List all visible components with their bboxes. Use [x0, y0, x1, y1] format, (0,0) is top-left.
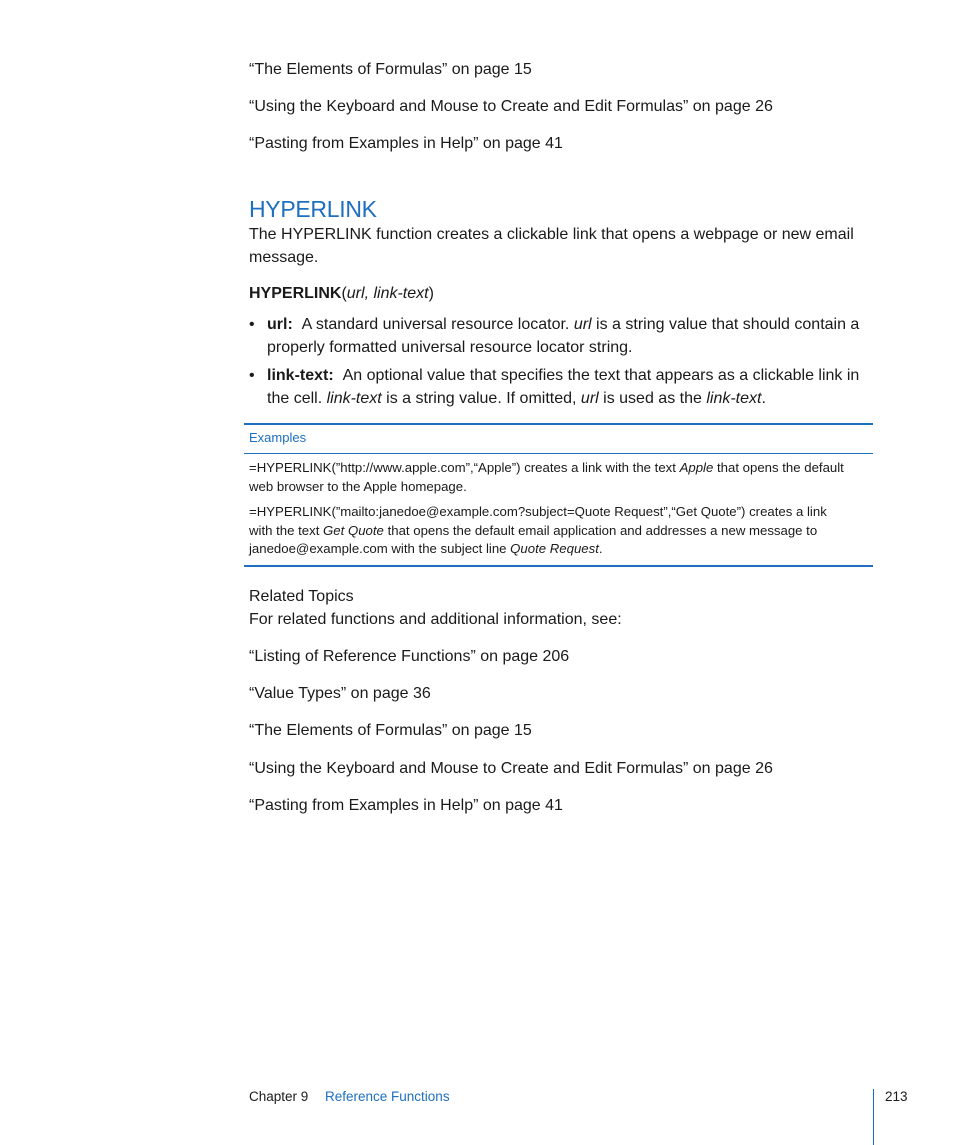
footer-section-title: Reference Functions: [325, 1089, 450, 1104]
page-number: 213: [885, 1089, 908, 1104]
cross-reference: “Using the Keyboard and Mouse to Create and Edit Formulas” on page 26: [249, 98, 773, 115]
example-text: that opens the default web browser to the Apple homepage.: [249, 460, 844, 494]
examples-box: [244, 423, 873, 567]
bullet-icon: •: [249, 367, 255, 384]
related-reference: “Value Types” on page 36: [249, 685, 431, 702]
example-emphasis: Quote Request: [510, 541, 599, 556]
argument-emphasis: url: [580, 390, 599, 407]
examples-heading: Examples: [249, 430, 307, 445]
examples-divider: [244, 453, 873, 454]
cross-reference: “Pasting from Examples in Help” on page 41: [249, 135, 563, 152]
argument-text: An optional value that specifies the text that appears as a clickable link in the cell.: [267, 367, 860, 407]
example-item: [249, 503, 849, 559]
argument-emphasis: link-text: [326, 390, 382, 407]
function-syntax: [249, 283, 434, 305]
example-emphasis: Get Quote: [323, 522, 384, 538]
argument-text: is a string value that should contain a properly formatted universal resource locator string.: [267, 316, 860, 356]
example-text: that opens the default email application and addresses a new message to janedoe@example.com with the subject line: [249, 522, 818, 556]
argument-emphasis: link-text: [706, 390, 762, 407]
syntax-arguments: url, link-text: [346, 285, 429, 302]
bullet-icon: •: [249, 316, 255, 333]
related-reference: “Pasting from Examples in Help” on page 41: [249, 797, 563, 814]
related-reference: “The Elements of Formulas” on page 15: [249, 722, 532, 739]
example-text: =HYPERLINK(”mailto:janedoe@example.com?subject=Quote Request”,“Get Quote”) creates a link with the text: [249, 504, 827, 538]
related-reference: “Using the Keyboard and Mouse to Create and Edit Formulas” on page 26: [249, 760, 773, 777]
syntax-close-paren: ): [428, 285, 434, 302]
example-text: .: [598, 541, 603, 556]
related-reference: “Listing of Reference Functions” on page 206: [249, 648, 570, 665]
example-item: [249, 459, 849, 496]
related-topics-intro: For related functions and additional information, see:: [249, 611, 622, 628]
footer-chapter: Chapter 9: [249, 1089, 309, 1104]
argument-name: link-text:: [267, 367, 334, 384]
argument-emphasis: url: [573, 316, 592, 333]
function-heading: HYPERLINK: [249, 196, 377, 222]
argument-name: url:: [267, 316, 293, 333]
argument-item: [249, 313, 874, 359]
example-emphasis: Apple: [679, 460, 714, 475]
argument-text: is a string value. If omitted,: [381, 390, 581, 407]
argument-list: [249, 313, 874, 415]
syntax-function-name: HYPERLINK: [249, 285, 342, 302]
argument-item: [249, 364, 874, 410]
function-description: The HYPERLINK function creates a clickable link that opens a webpage or new email message.: [249, 226, 854, 266]
argument-text: .: [761, 390, 766, 407]
footer-divider: [873, 1089, 874, 1145]
syntax-open-paren: (: [341, 285, 347, 302]
argument-text: A standard universal resource locator.: [301, 316, 574, 333]
cross-reference: “The Elements of Formulas” on page 15: [249, 61, 532, 78]
argument-text: is used as the: [598, 390, 707, 407]
related-topics-heading: Related Topics: [249, 588, 354, 605]
example-text: =HYPERLINK(”http://www.apple.com”,“Apple”) creates a link with the text: [249, 460, 680, 475]
